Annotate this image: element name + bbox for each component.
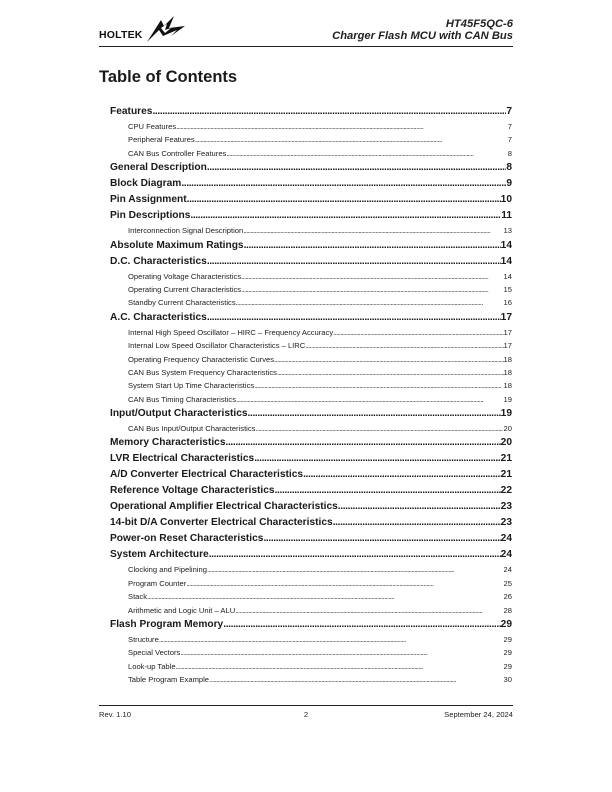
document-subtitle: Charger Flash MCU with CAN Bus xyxy=(332,29,513,42)
toc-dot-leader xyxy=(152,104,506,120)
toc-section-link[interactable] xyxy=(110,515,512,531)
logo-text: HOLTEK xyxy=(99,29,143,41)
toc-dot-leader xyxy=(277,366,504,379)
toc-entry-label: Operating Current Characteristics xyxy=(128,284,242,294)
toc-dot-leader xyxy=(207,160,507,176)
toc-dot-leader xyxy=(195,133,508,146)
toc-entry-page: 24 xyxy=(500,533,512,545)
toc-entry-label: CAN Bus System Frequency Characteristics xyxy=(128,367,277,377)
toc-section-link[interactable] xyxy=(110,238,512,254)
toc-entry-label: Pin Descriptions xyxy=(110,210,191,222)
toc-entry-label: Reference Voltage Characteristics xyxy=(110,485,275,497)
toc-section-link[interactable] xyxy=(110,104,512,120)
toc-dot-leader xyxy=(207,563,504,576)
toc-subsection-link[interactable] xyxy=(110,590,512,603)
toc-entry-page: 26 xyxy=(503,592,512,602)
toc-entry-page: 25 xyxy=(503,578,512,588)
toc-entry-label: Program Counter xyxy=(128,578,187,588)
toc-dot-leader xyxy=(263,531,500,547)
toc-entry-label: Memory Characteristics xyxy=(110,437,226,449)
toc-entry-page: 29 xyxy=(503,635,512,645)
toc-entry-page: 23 xyxy=(500,517,512,529)
toc-entry-label: Internal High Speed Oscillator – HIRC – Frequency Accuracy xyxy=(128,327,334,337)
toc-entry-page: 7 xyxy=(507,135,512,145)
table-of-contents xyxy=(110,104,512,687)
toc-entry-label: Pin Assignment xyxy=(110,194,187,206)
toc-dot-leader xyxy=(236,296,504,309)
toc-entry-page: 17 xyxy=(503,327,512,337)
toc-entry-page: 24 xyxy=(500,549,512,561)
toc-entry-label: Block Diagram xyxy=(110,178,182,190)
toc-dot-leader xyxy=(159,633,504,646)
toc-entry-page: 21 xyxy=(500,453,512,465)
toc-section-link[interactable] xyxy=(110,435,512,451)
toc-dot-leader xyxy=(254,451,500,467)
toc-dot-leader xyxy=(176,660,504,673)
page-title: Table of Contents xyxy=(99,68,238,86)
toc-entry-label: Clocking and Pipelining xyxy=(128,565,207,575)
toc-entry-label: CAN Bus Controller Features xyxy=(128,148,227,158)
toc-dot-leader xyxy=(207,254,501,270)
toc-dot-leader xyxy=(333,515,501,531)
toc-section-link[interactable] xyxy=(110,254,512,270)
toc-section-link[interactable] xyxy=(110,406,512,422)
toc-entry-page: 7 xyxy=(507,122,512,131)
toc-section-link[interactable] xyxy=(110,310,512,326)
toc-subsection-link[interactable] xyxy=(110,326,512,339)
toc-section-link[interactable] xyxy=(110,208,512,224)
toc-dot-leader xyxy=(244,238,501,254)
toc-entry-label: Input/Output Characteristics xyxy=(110,408,248,420)
toc-subsection-link[interactable] xyxy=(110,646,512,659)
toc-subsection-link[interactable] xyxy=(110,120,512,133)
toc-section-link[interactable] xyxy=(110,451,512,467)
toc-dot-leader xyxy=(248,406,501,422)
toc-entry-label: Absolute Maximum Ratings xyxy=(110,239,244,251)
toc-subsection-link[interactable] xyxy=(110,393,512,406)
toc-dot-leader xyxy=(338,499,501,515)
toc-entry-page: 21 xyxy=(500,469,512,481)
toc-subsection-link[interactable] xyxy=(110,283,512,296)
toc-subsection-link[interactable] xyxy=(110,379,512,392)
toc-entry-label: Structure xyxy=(128,635,159,645)
toc-entry-label: Flash Program Memory xyxy=(110,619,224,631)
toc-dot-leader xyxy=(333,326,503,339)
toc-entry-page: 29 xyxy=(503,648,512,658)
toc-dot-leader xyxy=(223,617,500,633)
toc-subsection-link[interactable] xyxy=(110,633,512,646)
toc-section-link[interactable] xyxy=(110,499,512,515)
toc-entry-page: 14 xyxy=(500,239,512,251)
part-number: HT45F5QC-6 xyxy=(445,18,513,30)
toc-entry-label: Peripheral Features xyxy=(128,135,195,145)
toc-entry-page: 14 xyxy=(500,255,512,267)
toc-entry-page: 10 xyxy=(500,194,512,206)
toc-entry-page: 20 xyxy=(503,424,512,434)
toc-section-link[interactable] xyxy=(110,617,512,633)
toc-dot-leader xyxy=(209,673,504,686)
toc-entry-page: 18 xyxy=(503,367,512,377)
toc-subsection-link[interactable] xyxy=(110,563,512,576)
toc-entry-page: 13 xyxy=(503,226,512,236)
toc-entry-label: CAN Bus Input/Output Characteristics xyxy=(128,424,256,434)
toc-entry-label: General Description xyxy=(110,162,207,174)
toc-dot-leader xyxy=(274,353,504,366)
toc-dot-leader xyxy=(235,604,503,617)
toc-dot-leader xyxy=(303,467,501,483)
toc-section-link[interactable] xyxy=(110,483,512,499)
page-number: 2 xyxy=(303,710,309,719)
toc-subsection-link[interactable] xyxy=(110,339,512,352)
toc-dot-leader xyxy=(275,483,501,499)
toc-entry-label: System Architecture xyxy=(110,549,209,561)
toc-entry-page: 18 xyxy=(503,381,512,391)
toc-subsection-link[interactable] xyxy=(110,673,512,686)
toc-entry-page: 8 xyxy=(506,162,512,174)
toc-entry-label: Stack xyxy=(128,592,147,602)
toc-dot-leader xyxy=(176,120,508,133)
toc-entry-label: Operational Amplifier Electrical Characteristics xyxy=(110,501,338,513)
toc-entry-page: 16 xyxy=(503,298,512,308)
toc-entry-label: CPU Features xyxy=(128,122,177,131)
toc-entry-page: 28 xyxy=(503,605,512,615)
toc-entry-label: System Start Up Time Characteristics xyxy=(128,381,255,391)
toc-entry-label: Power-on Reset Characteristics xyxy=(110,533,264,545)
toc-entry-label: A.C. Characteristics xyxy=(110,311,207,323)
toc-entry-page: 23 xyxy=(500,501,512,513)
toc-entry-page: 29 xyxy=(500,619,512,631)
toc-entry-page: 9 xyxy=(506,178,512,190)
toc-dot-leader xyxy=(305,339,503,352)
toc-subsection-link[interactable] xyxy=(110,366,512,379)
toc-dot-leader xyxy=(241,283,503,296)
toc-entry-page: 14 xyxy=(503,271,512,281)
toc-entry-page: 30 xyxy=(503,675,512,685)
toc-entry-page: 17 xyxy=(503,341,512,351)
toc-dot-leader xyxy=(241,270,503,283)
toc-entry-label: CAN Bus Timing Characteristics xyxy=(128,394,237,404)
revision-label: Rev. 1.10 xyxy=(99,710,131,719)
toc-dot-leader xyxy=(180,646,503,659)
toc-entry-label: Special Vectors xyxy=(128,648,181,658)
toc-subsection-link[interactable] xyxy=(110,224,512,237)
toc-entry-label: A/D Converter Electrical Characteristics xyxy=(110,469,304,481)
toc-entry-label: Features xyxy=(110,106,153,117)
toc-dot-leader xyxy=(236,393,504,406)
toc-entry-label: LVR Electrical Characteristics xyxy=(110,453,255,465)
toc-section-link[interactable] xyxy=(110,160,512,176)
toc-subsection-link[interactable] xyxy=(110,296,512,309)
toc-entry-label: Look-up Table xyxy=(128,661,176,671)
toc-subsection-link[interactable] xyxy=(110,147,512,160)
toc-dot-leader xyxy=(186,577,503,590)
toc-entry-page: 18 xyxy=(503,354,512,364)
toc-entry-label: Arithmetic and Logic Unit – ALU xyxy=(128,605,236,615)
toc-dot-leader xyxy=(187,192,501,208)
toc-entry-label: Interconnection Signal Description xyxy=(128,226,244,236)
toc-entry-label: Operating Frequency Characteristic Curves xyxy=(128,354,275,364)
toc-entry-label: Operating Voltage Characteristics xyxy=(128,271,242,281)
toc-entry-page: 19 xyxy=(500,408,512,420)
toc-entry-label: Table Program Example xyxy=(128,675,210,685)
holtek-logo xyxy=(99,16,191,42)
toc-entry-page: 22 xyxy=(500,485,512,497)
toc-section-link[interactable] xyxy=(110,547,512,563)
toc-entry-label: D.C. Characteristics xyxy=(110,255,207,267)
toc-entry-page: 7 xyxy=(506,106,512,117)
toc-entry-page: 29 xyxy=(503,661,512,671)
toc-dot-leader xyxy=(255,422,503,435)
toc-dot-leader xyxy=(254,379,503,392)
toc-dot-leader xyxy=(226,147,507,160)
toc-entry-label: Internal Low Speed Oscillator Characteristics – LIRC xyxy=(128,341,306,351)
toc-dot-leader xyxy=(190,208,501,224)
toc-dot-leader xyxy=(226,435,501,451)
toc-subsection-link[interactable] xyxy=(110,270,512,283)
holtek-logo-icon xyxy=(147,16,187,44)
toc-section-link[interactable] xyxy=(110,176,512,192)
toc-dot-leader xyxy=(209,547,501,563)
toc-dot-leader xyxy=(181,176,506,192)
page-footer xyxy=(99,705,513,720)
toc-entry-page: 20 xyxy=(500,437,512,449)
toc-section-link[interactable] xyxy=(110,467,512,483)
header-titles xyxy=(332,19,513,43)
toc-entry-label: 14-bit D/A Converter Electrical Characteristics xyxy=(110,517,333,529)
toc-entry-page: 11 xyxy=(501,210,512,222)
toc-entry-page: 24 xyxy=(503,565,512,575)
toc-entry-page: 17 xyxy=(500,311,512,323)
toc-entry-label: Standby Current Characteristics xyxy=(128,298,236,308)
toc-subsection-link[interactable] xyxy=(110,577,512,590)
revision-date: September 24, 2024 xyxy=(444,710,513,719)
toc-subsection-link[interactable] xyxy=(110,660,512,673)
toc-dot-leader xyxy=(147,590,504,603)
toc-entry-page: 15 xyxy=(503,284,512,294)
toc-dot-leader xyxy=(243,224,503,237)
toc-entry-page: 19 xyxy=(503,394,512,404)
toc-entry-page: 8 xyxy=(507,148,512,158)
toc-subsection-link[interactable] xyxy=(110,604,512,617)
toc-dot-leader xyxy=(207,310,501,326)
toc-section-link[interactable] xyxy=(110,531,512,547)
toc-subsection-link[interactable] xyxy=(110,422,512,435)
toc-subsection-link[interactable] xyxy=(110,133,512,146)
toc-section-link[interactable] xyxy=(110,192,512,208)
page-header xyxy=(99,14,513,47)
toc-subsection-link[interactable] xyxy=(110,353,512,366)
